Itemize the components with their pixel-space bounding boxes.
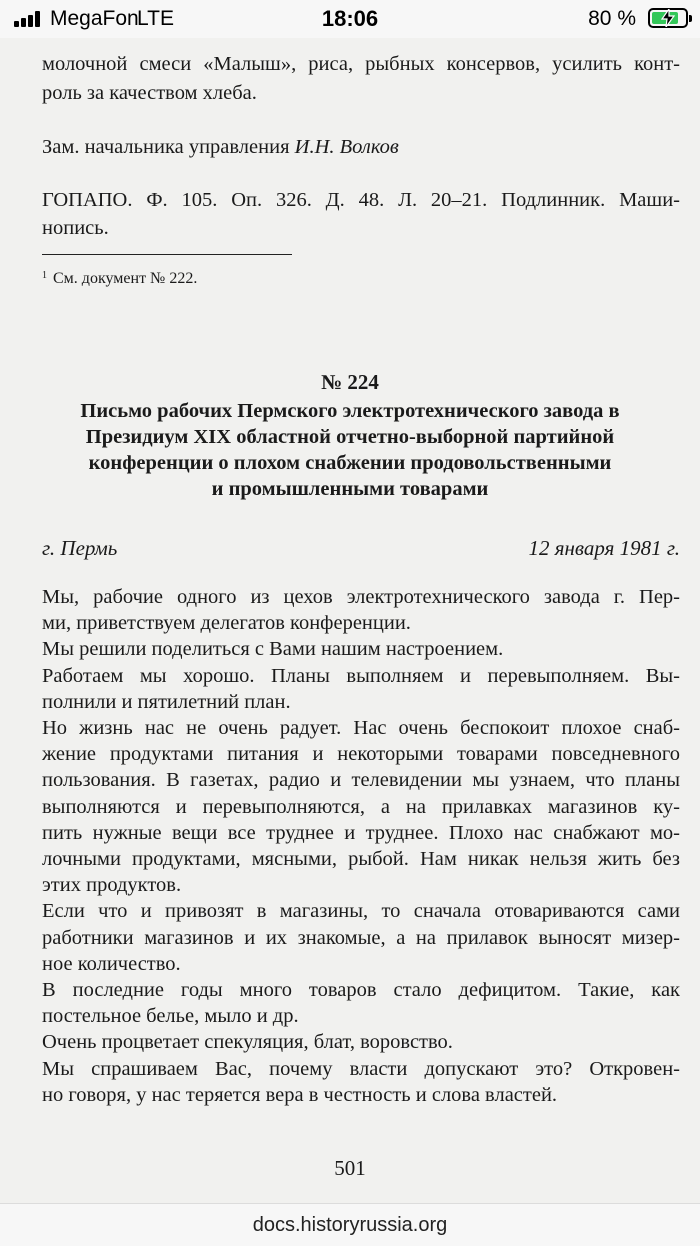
- body-line: пользования. В газетах, радио и телевидении мы узнаем, что планы: [42, 769, 680, 792]
- carrier-name: MegaFon: [50, 7, 139, 30]
- page-number: 501: [334, 1156, 366, 1180]
- battery-percent: 80 %: [588, 7, 636, 30]
- archive-reference-line-2: нопись.: [42, 217, 109, 239]
- archive-reference-line-1: ГОПАПО. Ф. 105. Оп. 326. Д. 48. Л. 20–21. Подлинник. Маши-: [42, 189, 680, 211]
- document-date: 12 января 1981 г.: [528, 536, 680, 560]
- body-line: Но жизнь нас не очень радует. Нас очень беспокоит плохое снаб-: [42, 717, 680, 739]
- body-line: выполняются и перевыполняются, а на прилавках магазинов ку-: [42, 795, 680, 818]
- status-bar: [0, 0, 700, 38]
- body-line: пить нужные вещи все труднее и труднее. Плохо нас снабжают мо-: [42, 821, 680, 844]
- signature-name: И.Н. Волков: [294, 136, 399, 158]
- body-line: ное количество.: [42, 952, 181, 975]
- footnote-mark: 1: [42, 270, 47, 281]
- battery-icon: [648, 8, 688, 28]
- title-line: Президиум XIX областной отчетно-выборной партийной: [85, 426, 615, 448]
- body-line: ми, приветствуем делегатов конференции.: [42, 612, 411, 635]
- body-line: Мы спрашиваем Вас, почему власти допускают это? Откровен-: [42, 1057, 680, 1080]
- title-line: конференции о плохом снабжении продовольственными: [88, 452, 612, 474]
- body-line: постельное белье, мыло и др.: [42, 1005, 299, 1028]
- body-line: Очень процветает спекуляция, блат, воровство.: [42, 1031, 453, 1054]
- document-number: № 224: [321, 370, 379, 394]
- body-line: лочными продуктами, мясными, рыбой. Нам никак нельзя жить без: [42, 848, 680, 870]
- body-line: но говоря, у нас теряется вера в честность и слова властей.: [42, 1083, 558, 1106]
- body-line: Мы решили поделиться с Вами нашим настроением.: [42, 638, 504, 661]
- body-line: В последние годы много товаров стало дефицитом. Такие, как: [42, 979, 680, 1001]
- document-title: [30, 398, 670, 502]
- title-line: Письмо рабочих Пермского электротехнического завода в: [80, 400, 620, 422]
- prev-doc-tail-line-2: роль за качеством хлеба.: [42, 82, 257, 104]
- network-type: LTE: [137, 7, 174, 30]
- prev-doc-tail-line-1: молочной смеси «Малыш», риса, рыбных консервов, усилить конт-: [42, 53, 680, 75]
- body-line: Работаем мы хорошо. Планы выполняем и перевыполняем. Вы-: [42, 664, 680, 687]
- footnote: [42, 270, 197, 288]
- document-page[interactable]: [0, 38, 700, 1203]
- footnote-divider: [42, 254, 292, 255]
- body-line: этих продуктов.: [42, 874, 182, 897]
- body-line: полнили и пятилетний план.: [42, 690, 291, 713]
- address-bar[interactable]: [0, 1203, 700, 1246]
- url-text[interactable]: docs.historyrussia.org: [252, 1214, 448, 1236]
- signature-position: Зам. начальника управления: [42, 136, 295, 158]
- body-line: Если что и привозят в магазины, то сначала отовариваются сами: [42, 900, 680, 923]
- document-place: г. Пермь: [42, 536, 118, 560]
- body-line: жение продуктами питания и некоторыми товарами повседневного: [42, 743, 680, 766]
- status-time: 18:06: [321, 6, 379, 31]
- body-line: работники магазинов и их знакомые, а на прилавок выносят мизер-: [42, 926, 680, 949]
- title-line: и промышленными товарами: [211, 478, 489, 500]
- charging-bolt-icon: [660, 9, 676, 27]
- body-line: Мы, рабочие одного из цехов электротехнического завода г. Пер-: [42, 586, 680, 608]
- footnote-text: См. документ № 222.: [53, 270, 198, 287]
- signature: [42, 135, 680, 161]
